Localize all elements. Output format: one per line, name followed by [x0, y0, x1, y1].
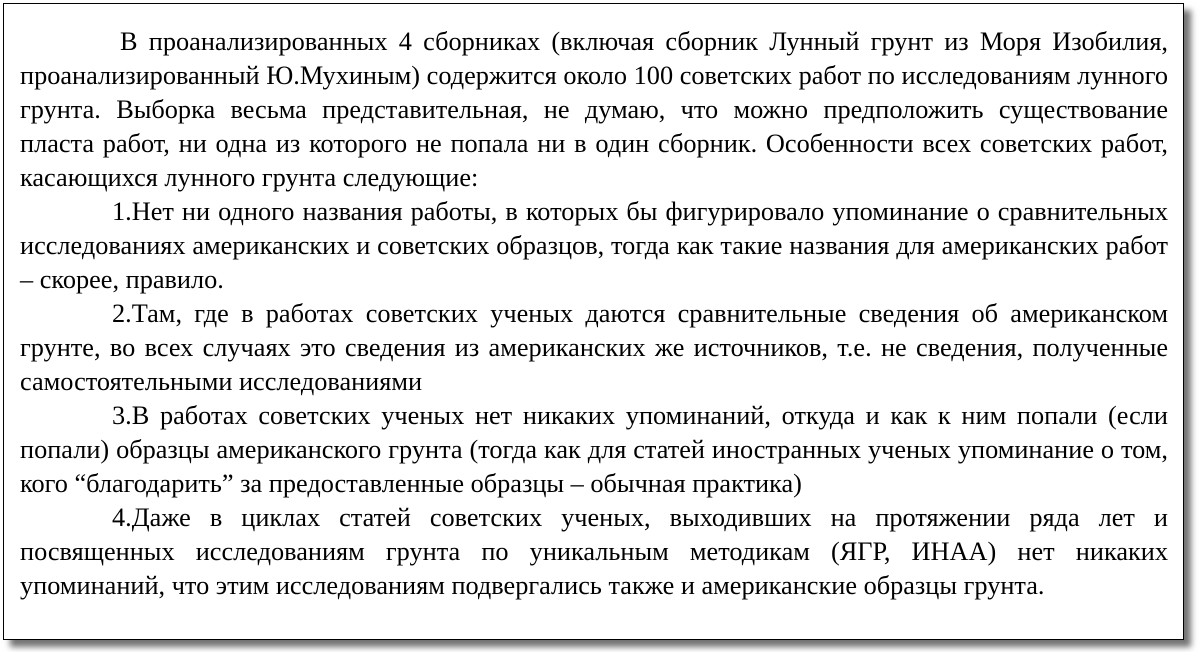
paragraph-item-2: 2.Там, где в работах советских ученых даются сравнительные сведения об американском грунте, во всех случаях это сведения из американских же источников, т.е. не сведения, полученные самостоятельными исследованиями [20, 299, 1168, 396]
paragraph-item-3: 3.В работах советских ученых нет никаких упоминаний, откуда и как к ним попали (если попали) образцы американского грунта (тогда как для статей иностранных ученых упоминание о том, кого “благодарить” за предоставленные образцы – обычная практика) [20, 401, 1168, 498]
paragraph-item-1: 1.Нет ни одного названия работы, в которых бы фигурировало упоминание о сравнительных исследованиях американских и советских образцов, тогда как такие названия для американских работ – скорее, правило. [20, 197, 1168, 294]
paragraph-item-4: 4.Даже в циклах статей советских ученых, выходивших на протяжении ряда лет и посвященных исследованиям грунта по уникальным методикам (ЯГР, ИНАА) нет никаких упоминаний, что этим исследованиям подвергались также и американские образцы грунта. [20, 503, 1168, 600]
document-body [20, 25, 1168, 603]
document-frame [3, 3, 1184, 640]
paragraph-intro: В проанализированных 4 сборниках (включая сборник Лунный грунт из Моря Изобилия, проанализированный Ю.Мухиным) содержится около 100 советских работ по исследованиям лунного грунта. Выборка весьма представительная, не думаю, что можно предположить существование пласта работ, ни одна из которого не попала ни в один сборник. Особенности всех советских работ, касающихся лунного грунта следующие: [20, 27, 1168, 192]
